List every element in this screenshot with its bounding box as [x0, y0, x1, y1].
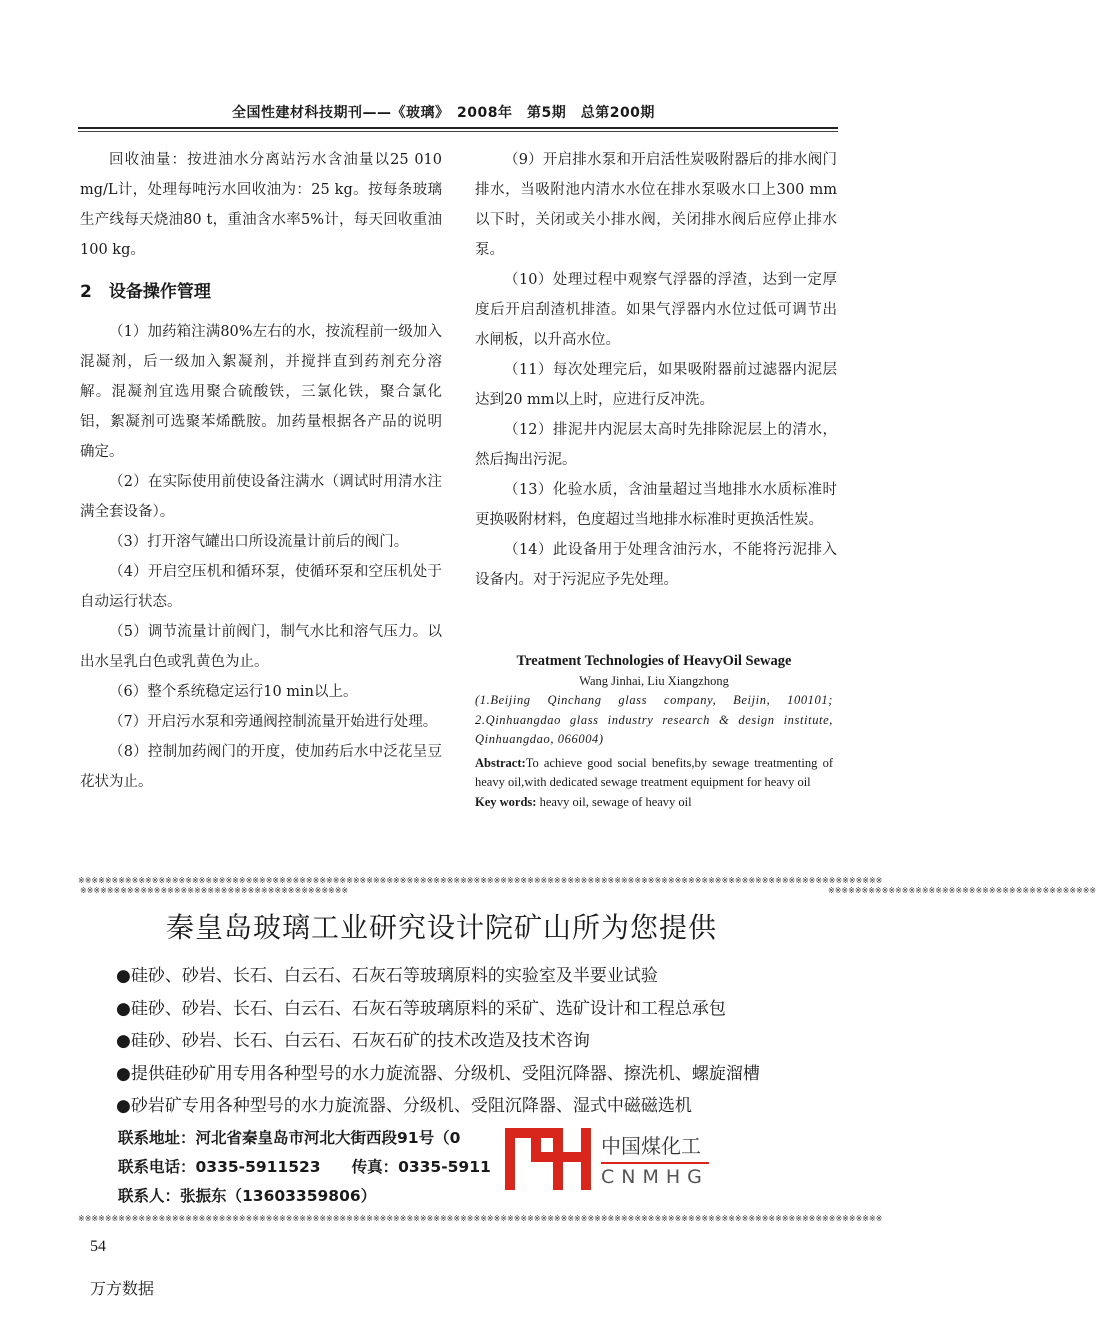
ad-service-list — [116, 960, 760, 1123]
ad-item: ●提供硅砂矿用专用各种型号的水力旋流器、分级机、受阻沉降器、擦洗机、螺旋溜槽 — [116, 1063, 760, 1084]
left-column — [80, 145, 442, 797]
paragraph: （2）在实际使用前使设备注满水（调试时用清水注满全套设备）。 — [80, 474, 442, 520]
abstract-label: Abstract: — [475, 755, 526, 770]
header-rule — [78, 127, 838, 129]
ad-item: ●硅砂、砂岩、长石、白云石、石灰石等玻璃原料的实验室及半要业试验 — [116, 966, 658, 986]
english-title: Treatment Technologies of HeavyOil Sewage — [516, 653, 792, 669]
paragraph: （4）开启空压机和循环泵，使循环泵和空压机处于自动运行状态。 — [80, 564, 442, 610]
paragraph: （14）此设备用于处理含油污水，不能将污泥排入设备内。对于污泥应予先处理。 — [475, 542, 837, 588]
paragraph: （8）控制加药阀门的开度，使加药后水中泛花呈豆花状为止。 — [80, 744, 442, 790]
logo-mark — [553, 1128, 563, 1190]
ad-contact-person: 联系人：张振东（13603359806） — [118, 1187, 377, 1205]
keywords-body: heavy oil, sewage of heavy oil — [536, 794, 692, 809]
right-column — [475, 145, 837, 595]
keywords — [475, 793, 833, 813]
star-border-left: ※※※※※※※※※※※※※※※※※※※※※※※※※※※※※※※※※※※※※※※※ — [80, 886, 349, 895]
ad-item: ●砂岩矿专用各种型号的水力旋流器、分级机、受阻沉降器、湿式中磁磁选机 — [116, 1096, 692, 1116]
keywords-label: Key words: — [475, 794, 537, 809]
advertisement-box — [78, 876, 1096, 1224]
ad-address: 联系地址：河北省秦皇岛市河北大街西段91号（0 — [118, 1129, 461, 1147]
paragraph: （9）开启排水泵和开启活性炭吸附器后的排水阀门排水，当吸附池内清水水位在排水泵吸水口上300 mm以下时，关闭或关小排水阀，关闭排水阀后应停止排水泵。 — [475, 152, 837, 258]
paragraph: （3）打开溶气罐出口所设流量计前后的阀门。 — [109, 534, 409, 550]
ad-contact — [118, 1124, 491, 1211]
paragraph: （11）每次处理完后，如果吸附器前过滤器内泥层达到20 mm以上时，应进行反冲洗。 — [475, 362, 837, 408]
ad-phone: 联系电话：0335-5911523 传真：0335-5911 — [118, 1158, 491, 1176]
paragraph: （10）处理过程中观察气浮器的浮渣，达到一定厚度后开启刮渣机排渣。如果气浮器内水位过低可调节出水闸板，以升高水位。 — [475, 272, 837, 348]
paragraph: （5）调节流量计前阀门，制气水比和溶气压力。以出水呈乳白色或乳黄色为止。 — [80, 624, 442, 670]
running-header: 全国性建材科技期刊——《玻璃》 2008年 第5期 总第200期 — [232, 105, 655, 121]
paragraph: （12）排泥井内泥层太高时先排除泥层上的清水，然后掏出污泥。 — [475, 422, 837, 468]
abstract-text — [475, 754, 833, 793]
paragraph: （6）整个系统稳定运行10 min以上。 — [109, 684, 358, 700]
paragraph: （7）开启污水泵和旁通阀控制流量开始进行处理。 — [109, 714, 438, 730]
abstract-body: To achieve good social benefits,by sewage treatmenting of heavy oil,with dedicated sewage treatment equipment for heavy oil — [475, 755, 833, 789]
ad-item: ●硅砂、砂岩、长石、白云石、石灰石矿的技术改造及技术咨询 — [116, 1031, 590, 1051]
ad-title: 秦皇岛玻璃工业研究设计院矿山所为您提供 — [166, 911, 718, 944]
ad-item: ●硅砂、砂岩、长石、白云石、石灰石等玻璃原料的采矿、选矿设计和工程总承包 — [116, 998, 726, 1019]
watermark-text: 万方数据 — [90, 1279, 155, 1298]
star-border-bottom: ※※※※※※※※※※※※※※※※※※※※※※※※※※※※※※※※※※※※※※※※※※※※※※※※※※※※※※※※※※※※※※※※※※※※※※※※※※※※※※※※※※※※※※※※※※※※※※※※※※※※※※※※※※※※※※※※※※※※※※※※ — [78, 1214, 883, 1223]
page-number: 54 — [90, 1238, 106, 1255]
english-abstract — [475, 652, 833, 812]
english-authors: Wang Jinhai, Liu Xiangzhong — [579, 673, 729, 688]
star-border-top: ※※※※※※※※※※※※※※※※※※※※※※※※※※※※※※※※※※※※※※※※※※※※※※※※※※※※※※※※※※※※※※※※※※※※※※※※※※※※※※※※※※※※※※※※※※※※※※※※※※※※※※※※※※※※※※※※※※※※※※※※ — [78, 876, 883, 885]
header-rule-thin — [78, 131, 838, 132]
paragraph: 回收油量：按进油水分离站污水含油量以25 010 mg/L计，处理每吨污水回收油为：25 kg。按每条玻璃生产线每天烧油80 t，重油含水率5%计，每天回收重油100 kg。 — [80, 152, 442, 258]
paragraph: （1）加药箱注满80%左右的水，按流程前一级加入混凝剂，后一级加入絮凝剂，并搅拌直到药剂充分溶解。混凝剂宜选用聚合硫酸铁，三氯化铁，聚合氯化铝，絮凝剂可选聚苯烯酰胺。加药量根据各产品的说明确定。 — [80, 324, 442, 460]
logo-mark — [581, 1128, 591, 1190]
cnmhg-logo — [505, 1128, 715, 1190]
section-heading: 2 设备操作管理 — [80, 282, 211, 302]
star-border-right: ※※※※※※※※※※※※※※※※※※※※※※※※※※※※※※※※※※※※※※※※ — [828, 886, 1096, 895]
logo-text-en: CNMHG — [601, 1162, 709, 1188]
logo-text-cn: 中国煤化工 — [601, 1134, 701, 1158]
english-affiliations: (1.Beijing Qinchang glass company, Beijin, 100101; 2.Qinhuangdao glass industry research & design institute, Qinhuangdao, 066004) — [475, 693, 833, 746]
paragraph: （13）化验水质，含油量超过当地排水水质标准时更换吸附材料，色度超过当地排水标准时更换活性炭。 — [475, 482, 837, 528]
